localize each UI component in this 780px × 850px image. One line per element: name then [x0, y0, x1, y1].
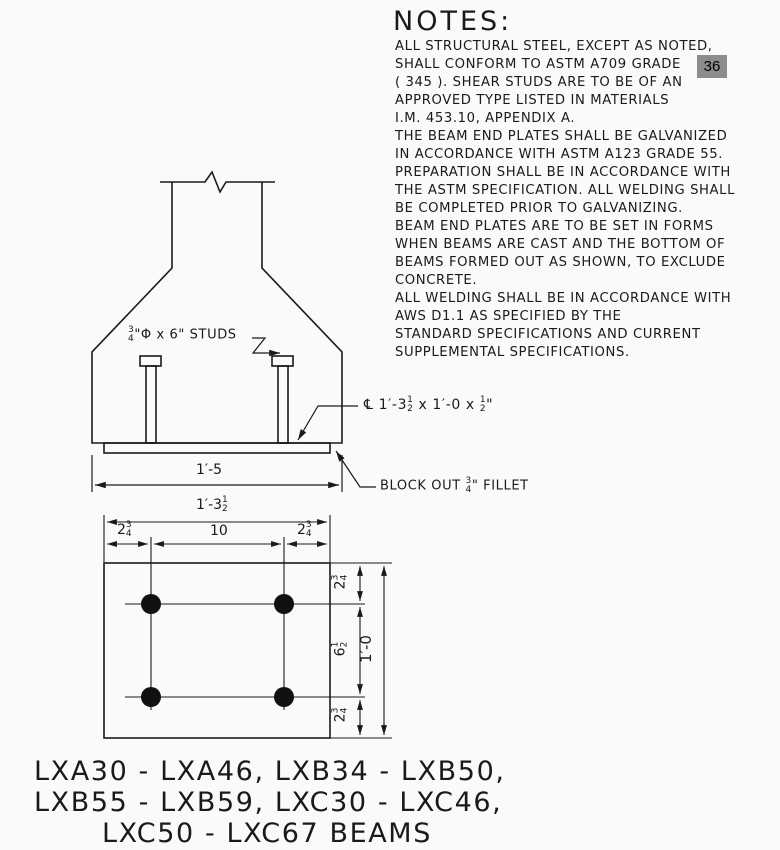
note-line: ( 345 ). SHEAR STUDS ARE TO BE OF AN: [395, 75, 683, 90]
note-line: APPROVED TYPE LISTED IN MATERIALS: [395, 93, 670, 108]
title-line-1: LXA30 - LXA46, LXB34 - LXB50,: [34, 756, 506, 787]
plate-outline: [104, 563, 330, 738]
studs-fraction: 3 4: [128, 325, 135, 344]
plate-callout: ℄ 1′-3 1 2 x 1′-0 x 1 2 ": [364, 395, 494, 414]
note-line: SHALL CONFORM TO ASTM A709 GRADE: [395, 57, 681, 72]
plate-width-label: 1′-3 1 2: [196, 495, 228, 514]
center-spacing-label: 10: [210, 523, 228, 539]
note-line: SUPPLEMENTAL SPECIFICATIONS.: [395, 345, 630, 360]
plate-height-label: 1′-0: [356, 635, 375, 663]
note-line: I.M. 453.10, APPENDIX A.: [395, 111, 576, 126]
beam-outline: [92, 182, 342, 443]
end-plate-elevation: [104, 443, 330, 453]
vertical-spacing-label: 6 1 2: [330, 641, 350, 657]
edge-top-label: 2 3 4: [330, 574, 350, 590]
notes-title: NOTES:: [393, 6, 513, 37]
edge-right-label: 2 3 4: [297, 520, 312, 539]
stud-shank-left: [146, 366, 156, 443]
note-line: THE ASTM SPECIFICATION. ALL WELDING SHALL: [395, 183, 736, 198]
blockout-callout: BLOCK OUT 3 4 " FILLET: [380, 476, 529, 495]
stud-head-left: [140, 356, 161, 366]
note-line: AWS D1.1 AS SPECIFIED BY THE: [395, 309, 622, 324]
note-line: WHEN BEAMS ARE CAST AND THE BOTTOM OF: [395, 237, 726, 252]
note-line: CONCRETE.: [395, 273, 478, 288]
stud-dot-bottom-right: [274, 687, 294, 707]
note-line: STANDARD SPECIFICATIONS AND CURRENT: [395, 327, 701, 342]
overall-width-label: 1′-5: [196, 462, 223, 478]
title-line-2: LXB55 - LXB59, LXC30 - LXC46,: [34, 787, 503, 818]
shear-studs: [140, 356, 293, 443]
stud-dot-bottom-left: [141, 687, 161, 707]
studs-callout: 3 4 "Φ x 6" STUDS: [128, 325, 237, 344]
note-line: BE COMPLETED PRIOR TO GALVANIZING.: [395, 201, 683, 216]
note-line: IN ACCORDANCE WITH ASTM A123 GRADE 55.: [395, 147, 724, 162]
stud-locations: [141, 594, 294, 707]
note-line: BEAM END PLATES ARE TO BE SET IN FORMS: [395, 219, 714, 234]
break-line: [160, 172, 275, 192]
stud-shank-right: [278, 366, 288, 443]
note-line: ALL STRUCTURAL STEEL, EXCEPT AS NOTED,: [395, 39, 713, 54]
plate-leader: [298, 406, 358, 440]
note-line: ALL WELDING SHALL BE IN ACCORDANCE WITH: [395, 291, 732, 306]
edge-left-label: 2 3 4: [117, 520, 132, 539]
note-line: PREPARATION SHALL BE IN ACCORDANCE WITH: [395, 165, 731, 180]
stud-head-right: [272, 356, 293, 366]
title-line-3: LXC50 - LXC67 BEAMS: [102, 818, 432, 849]
plate-plan: [104, 563, 330, 738]
note-line: BEAMS FORMED OUT AS SHOWN, TO EXCLUDE: [395, 255, 726, 270]
edge-bottom-label: 2 3 4: [330, 707, 350, 723]
stud-dot-top-left: [141, 594, 161, 614]
stud-dot-top-right: [274, 594, 294, 614]
beam-elevation: [92, 172, 342, 453]
note-line: THE BEAM END PLATES SHALL BE GALVANIZED: [395, 129, 728, 144]
studs-leader: [252, 338, 280, 353]
page-number-badge: 36: [697, 55, 727, 78]
